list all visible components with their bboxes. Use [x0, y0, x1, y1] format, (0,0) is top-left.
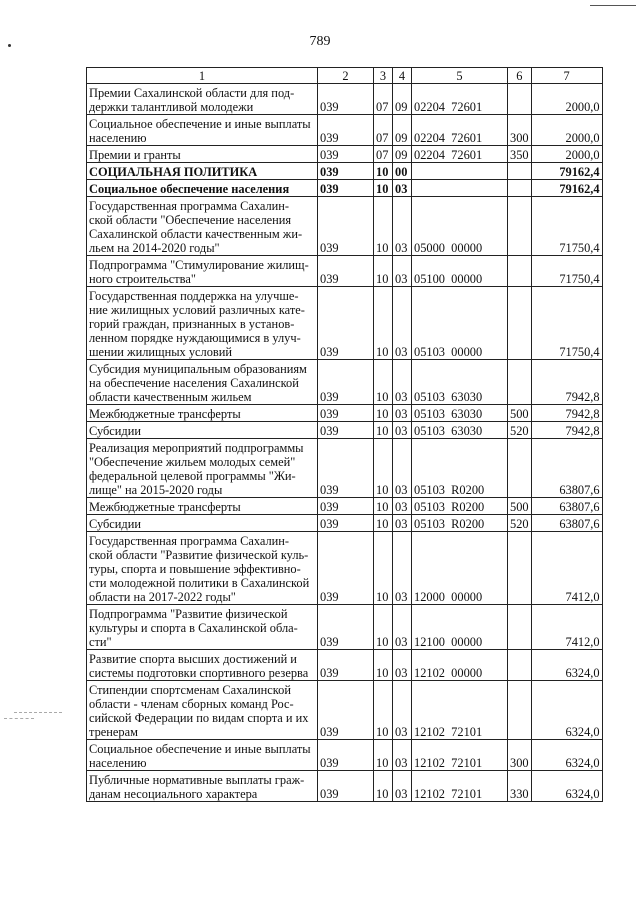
table-row	[87, 605, 603, 650]
target-code: 12102 00000	[412, 650, 508, 681]
header-cell: 6	[508, 68, 532, 84]
header-cell: 4	[393, 68, 412, 84]
row-name: Социальное обеспечение и иные выплаты населению	[87, 115, 318, 146]
subsection-code: 03	[393, 605, 412, 650]
ministry-code: 039	[318, 605, 374, 650]
expense-type	[508, 650, 532, 681]
table-row	[87, 287, 603, 360]
row-name: Межбюджетные трансферты	[87, 498, 318, 515]
subsection-code: 03	[393, 197, 412, 256]
section-code: 10	[374, 163, 393, 180]
row-name: Реализация мероприятий подпрограммы "Обеспечение жильем молодых семей" федеральной целевой программы "Жи- лище" на 2015-2020 годы	[87, 439, 318, 498]
amount: 7942,8	[531, 422, 602, 439]
table-row	[87, 180, 603, 197]
target-code: 12102 72101	[412, 740, 508, 771]
row-name: Премии и гранты	[87, 146, 318, 163]
subsection-code: 03	[393, 180, 412, 197]
ministry-code: 039	[318, 163, 374, 180]
amount: 2000,0	[531, 115, 602, 146]
table-row	[87, 163, 603, 180]
expense-type: 300	[508, 115, 532, 146]
expense-type	[508, 360, 532, 405]
table-row	[87, 771, 603, 802]
target-code: 05103 R0200	[412, 439, 508, 498]
ministry-code: 039	[318, 180, 374, 197]
target-code: 02204 72601	[412, 115, 508, 146]
subsection-code: 03	[393, 256, 412, 287]
amount: 6324,0	[531, 740, 602, 771]
ministry-code: 039	[318, 405, 374, 422]
section-code: 07	[374, 115, 393, 146]
expense-type: 330	[508, 771, 532, 802]
section-code: 10	[374, 650, 393, 681]
subsection-code: 03	[393, 681, 412, 740]
expense-type	[508, 605, 532, 650]
ministry-code: 039	[318, 771, 374, 802]
expense-type: 500	[508, 405, 532, 422]
row-name: Социальное обеспечение и иные выплаты населению	[87, 740, 318, 771]
amount: 71750,4	[531, 256, 602, 287]
target-code: 12000 00000	[412, 532, 508, 605]
target-code: 12100 00000	[412, 605, 508, 650]
expense-type	[508, 197, 532, 256]
subsection-code: 03	[393, 422, 412, 439]
subsection-code: 03	[393, 532, 412, 605]
amount: 6324,0	[531, 650, 602, 681]
subsection-code: 03	[393, 360, 412, 405]
target-code: 05000 00000	[412, 197, 508, 256]
amount: 63807,6	[531, 498, 602, 515]
target-code: 05103 R0200	[412, 515, 508, 532]
table-row	[87, 498, 603, 515]
row-name: Премии Сахалинской области для под- держки талантливой молодежи	[87, 84, 318, 115]
header-cell: 7	[531, 68, 602, 84]
table-row	[87, 360, 603, 405]
table-row	[87, 740, 603, 771]
subsection-code: 03	[393, 515, 412, 532]
ministry-code: 039	[318, 650, 374, 681]
expense-type	[508, 532, 532, 605]
subsection-code: 09	[393, 115, 412, 146]
ministry-code: 039	[318, 197, 374, 256]
expense-type: 500	[508, 498, 532, 515]
amount: 6324,0	[531, 771, 602, 802]
target-code	[412, 180, 508, 197]
section-code: 10	[374, 498, 393, 515]
budget-table	[86, 67, 603, 802]
section-code: 10	[374, 422, 393, 439]
header-cell: 3	[374, 68, 393, 84]
header-cell: 2	[318, 68, 374, 84]
ministry-code: 039	[318, 115, 374, 146]
section-code: 10	[374, 605, 393, 650]
section-code: 07	[374, 146, 393, 163]
target-code: 02204 72601	[412, 84, 508, 115]
ministry-code: 039	[318, 146, 374, 163]
target-code: 05103 R0200	[412, 498, 508, 515]
target-code: 12102 72101	[412, 771, 508, 802]
scan-mark	[4, 718, 34, 719]
target-code: 05103 63030	[412, 360, 508, 405]
section-code: 10	[374, 771, 393, 802]
row-name: Подпрограмма "Развитие физической культуры и спорта в Сахалинской обла- сти"	[87, 605, 318, 650]
ministry-code: 039	[318, 439, 374, 498]
row-name: Публичные нормативные выплаты граж- данам несоциального характера	[87, 771, 318, 802]
expense-type: 520	[508, 422, 532, 439]
header-cell: 5	[412, 68, 508, 84]
target-code: 05103 63030	[412, 405, 508, 422]
section-code: 10	[374, 515, 393, 532]
corner-rule	[590, 5, 636, 6]
target-code: 05103 63030	[412, 422, 508, 439]
subsection-code: 09	[393, 146, 412, 163]
target-code	[412, 163, 508, 180]
scan-mark	[14, 712, 62, 713]
amount: 71750,4	[531, 197, 602, 256]
expense-type: 350	[508, 146, 532, 163]
amount: 63807,6	[531, 439, 602, 498]
row-name: СОЦИАЛЬНАЯ ПОЛИТИКА	[87, 163, 318, 180]
table-row	[87, 515, 603, 532]
row-name: Государственная программа Сахалин- ской области "Обеспечение населения Сахалинской области качественным жи- льем на 2014-2020 годы"	[87, 197, 318, 256]
table-row	[87, 422, 603, 439]
amount: 71750,4	[531, 287, 602, 360]
expense-type	[508, 84, 532, 115]
row-name: Государственная программа Сахалин- ской области "Развитие физической куль- туры, спорта и повышение эффективно- сти молодежной политики в Сахалинской области на 2017-2022 годы"	[87, 532, 318, 605]
expense-type	[508, 287, 532, 360]
row-name: Развитие спорта высших достижений и системы подготовки спортивного резерва	[87, 650, 318, 681]
row-name: Подпрограмма "Стимулирование жилищ- ного строительства"	[87, 256, 318, 287]
expense-type: 300	[508, 740, 532, 771]
page-number: 789	[309, 34, 331, 49]
subsection-code: 03	[393, 650, 412, 681]
ministry-code: 039	[318, 360, 374, 405]
row-name: Субсидии	[87, 422, 318, 439]
section-code: 07	[374, 84, 393, 115]
table-row	[87, 256, 603, 287]
amount: 2000,0	[531, 84, 602, 115]
subsection-code: 09	[393, 84, 412, 115]
section-code: 10	[374, 256, 393, 287]
table-row	[87, 532, 603, 605]
subsection-code: 03	[393, 740, 412, 771]
subsection-code: 03	[393, 405, 412, 422]
section-code: 10	[374, 681, 393, 740]
header-row	[87, 68, 603, 84]
amount: 79162,4	[531, 180, 602, 197]
amount: 79162,4	[531, 163, 602, 180]
target-code: 05103 00000	[412, 287, 508, 360]
row-name: Межбюджетные трансферты	[87, 405, 318, 422]
target-code: 05100 00000	[412, 256, 508, 287]
section-code: 10	[374, 197, 393, 256]
row-name: Государственная поддержка на улучше- ние жилищных условий различных кате- горий граждан, признанных в установ- ленном порядке нуждающимися в улуч- шении жилищных условий	[87, 287, 318, 360]
amount: 2000,0	[531, 146, 602, 163]
row-name: Субсидия муниципальным образованиям на обеспечение населения Сахалинской области качественным жильем	[87, 360, 318, 405]
row-name: Социальное обеспечение населения	[87, 180, 318, 197]
subsection-code: 03	[393, 287, 412, 360]
expense-type	[508, 681, 532, 740]
ministry-code: 039	[318, 256, 374, 287]
table-row	[87, 197, 603, 256]
target-code: 02204 72601	[412, 146, 508, 163]
subsection-code: 03	[393, 771, 412, 802]
amount: 7412,0	[531, 532, 602, 605]
table-row	[87, 146, 603, 163]
expense-type: 520	[508, 515, 532, 532]
table-row	[87, 405, 603, 422]
subsection-code: 00	[393, 163, 412, 180]
expense-type	[508, 256, 532, 287]
section-code: 10	[374, 532, 393, 605]
subsection-code: 03	[393, 439, 412, 498]
table-row	[87, 115, 603, 146]
section-code: 10	[374, 405, 393, 422]
section-code: 10	[374, 740, 393, 771]
expense-type	[508, 439, 532, 498]
section-code: 10	[374, 360, 393, 405]
ministry-code: 039	[318, 740, 374, 771]
ministry-code: 039	[318, 498, 374, 515]
row-name: Субсидии	[87, 515, 318, 532]
ministry-code: 039	[318, 681, 374, 740]
ministry-code: 039	[318, 84, 374, 115]
amount: 6324,0	[531, 681, 602, 740]
table-row	[87, 681, 603, 740]
amount: 7942,8	[531, 360, 602, 405]
amount: 63807,6	[531, 515, 602, 532]
ministry-code: 039	[318, 422, 374, 439]
table-row	[87, 84, 603, 115]
expense-type	[508, 163, 532, 180]
section-code: 10	[374, 180, 393, 197]
subsection-code: 03	[393, 498, 412, 515]
target-code: 12102 72101	[412, 681, 508, 740]
section-code: 10	[374, 287, 393, 360]
amount: 7942,8	[531, 405, 602, 422]
header-cell: 1	[87, 68, 318, 84]
expense-type	[508, 180, 532, 197]
table-row	[87, 439, 603, 498]
section-code: 10	[374, 439, 393, 498]
ministry-code: 039	[318, 287, 374, 360]
row-name: Стипендии спортсменам Сахалинской области - членам сборных команд Рос- сийской Федерации по видам спорта и их тренерам	[87, 681, 318, 740]
table-row	[87, 650, 603, 681]
ministry-code: 039	[318, 532, 374, 605]
amount: 7412,0	[531, 605, 602, 650]
ministry-code: 039	[318, 515, 374, 532]
